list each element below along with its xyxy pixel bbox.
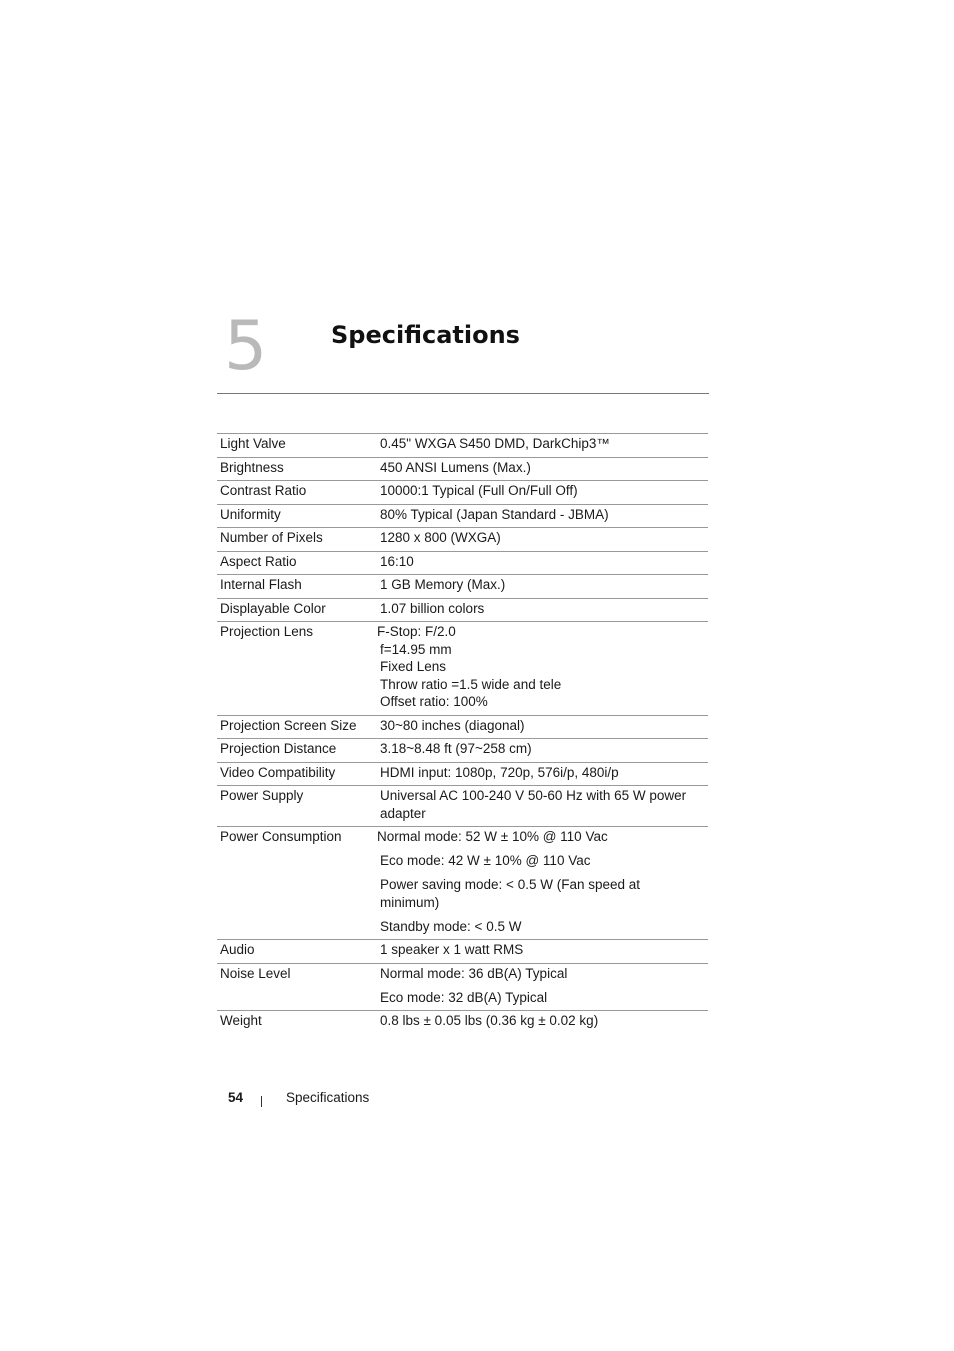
footer-separator bbox=[261, 1096, 262, 1107]
spec-row-brightness bbox=[217, 458, 708, 482]
spec-value: 80% Typical (Japan Standard - JBMA) bbox=[380, 506, 609, 522]
spec-value-list bbox=[377, 827, 708, 939]
spec-value-list bbox=[380, 964, 708, 1011]
spec-label: Projection Distance bbox=[220, 741, 337, 756]
spec-value: 30~80 inches (diagonal) bbox=[380, 717, 525, 733]
spec-label: Video Compatibility bbox=[220, 764, 336, 780]
spec-value: Fixed Lens bbox=[380, 659, 447, 674]
spec-value: 1280 x 800 (WXGA) bbox=[380, 530, 501, 545]
spec-label: Weight bbox=[220, 1013, 262, 1028]
spec-row-projection-screen-size bbox=[217, 716, 708, 740]
spec-row-contrast-ratio bbox=[217, 481, 708, 505]
spec-label: Audio bbox=[220, 942, 255, 957]
spec-row-number-of-pixels bbox=[217, 528, 708, 552]
spec-value: 0.8 lbs ± 0.05 lbs (0.36 kg ± 0.02 kg) bbox=[380, 1013, 599, 1028]
spec-value: 10000:1 Typical (Full On/Full Off) bbox=[380, 483, 578, 498]
spec-value: Eco mode: 32 dB(A) Typical bbox=[380, 989, 548, 1005]
spec-value-list bbox=[380, 528, 708, 551]
spec-row-internal-flash bbox=[217, 575, 708, 599]
spec-value-list bbox=[380, 505, 708, 528]
spec-label: Uniformity bbox=[220, 506, 281, 522]
spec-row-projection-lens bbox=[217, 622, 708, 716]
spec-value: 0.45" WXGA S450 DMD, DarkChip3™ bbox=[380, 436, 610, 451]
spec-value-list bbox=[380, 599, 708, 622]
spec-label: Projection Screen Size bbox=[220, 717, 357, 733]
spec-label: Noise Level bbox=[220, 965, 291, 981]
spec-row-uniformity bbox=[217, 505, 708, 529]
spec-label: Contrast Ratio bbox=[220, 483, 307, 498]
spec-value-list bbox=[380, 786, 708, 826]
spec-value: Standby mode: < 0.5 W bbox=[380, 918, 522, 934]
spec-value-list bbox=[380, 1011, 708, 1034]
spec-value: 3.18~8.48 ft (97~258 cm) bbox=[380, 741, 532, 756]
spec-value: Universal AC 100-240 V 50-60 Hz with 65 W power adapter bbox=[380, 788, 687, 821]
spec-value: HDMI input: 1080p, 720p, 576i/p, 480i/p bbox=[380, 764, 619, 780]
spec-value-list bbox=[380, 763, 708, 786]
spec-value: Power saving mode: < 0.5 W (Fan speed at minimum) bbox=[380, 877, 641, 910]
spec-value-list bbox=[380, 739, 708, 762]
specifications-table bbox=[217, 433, 708, 1034]
spec-value-list bbox=[380, 575, 708, 598]
chapter-divider bbox=[217, 393, 709, 394]
spec-value: 1 speaker x 1 watt RMS bbox=[380, 942, 524, 957]
spec-value: Offset ratio: 100% bbox=[380, 694, 488, 709]
spec-value: 1 GB Memory (Max.) bbox=[380, 577, 506, 592]
spec-value: Normal mode: 52 W ± 10% @ 110 Vac bbox=[377, 829, 608, 844]
spec-value-list bbox=[380, 458, 708, 481]
spec-row-power-consumption bbox=[217, 827, 708, 940]
spec-label: Internal Flash bbox=[220, 577, 302, 592]
spec-value-list bbox=[380, 552, 708, 575]
spec-row-power-supply bbox=[217, 786, 708, 827]
chapter-number: 5 bbox=[224, 307, 268, 386]
spec-value-list bbox=[380, 940, 708, 963]
spec-label: Aspect Ratio bbox=[220, 553, 297, 569]
spec-row-video-compatibility bbox=[217, 763, 708, 787]
spec-value: Normal mode: 36 dB(A) Typical bbox=[380, 965, 568, 981]
spec-label: Power Supply bbox=[220, 788, 304, 803]
spec-row-aspect-ratio bbox=[217, 552, 708, 576]
spec-value-list bbox=[380, 716, 708, 739]
spec-row-weight bbox=[217, 1011, 708, 1034]
spec-value: 16:10 bbox=[380, 553, 414, 569]
spec-label: Brightness bbox=[220, 459, 284, 475]
spec-row-projection-distance bbox=[217, 739, 708, 763]
spec-value: F-Stop: F/2.0 bbox=[377, 624, 456, 639]
spec-label: Number of Pixels bbox=[220, 530, 323, 545]
page-number: 54 bbox=[228, 1090, 244, 1105]
spec-label: Displayable Color bbox=[220, 600, 326, 616]
spec-value: Eco mode: 42 W ± 10% @ 110 Vac bbox=[380, 853, 591, 868]
spec-value-list bbox=[380, 481, 708, 504]
spec-row-noise-level bbox=[217, 964, 708, 1012]
spec-label: Projection Lens bbox=[220, 624, 314, 639]
footer-section-title: Specifications bbox=[286, 1090, 370, 1105]
spec-value: 450 ANSI Lumens (Max.) bbox=[380, 459, 531, 475]
chapter-title: Specifications bbox=[331, 321, 520, 349]
spec-value: Throw ratio =1.5 wide and tele bbox=[380, 676, 562, 692]
spec-row-light-valve bbox=[217, 434, 708, 458]
spec-value: 1.07 billion colors bbox=[380, 600, 485, 616]
spec-value-list bbox=[380, 434, 708, 457]
spec-row-audio bbox=[217, 940, 708, 964]
spec-value-list bbox=[377, 622, 708, 715]
page-footer bbox=[228, 1089, 369, 1107]
spec-row-displayable-color bbox=[217, 599, 708, 623]
spec-label: Power Consumption bbox=[220, 829, 342, 844]
spec-label: Light Valve bbox=[220, 436, 286, 451]
spec-value: f=14.95 mm bbox=[380, 641, 452, 657]
